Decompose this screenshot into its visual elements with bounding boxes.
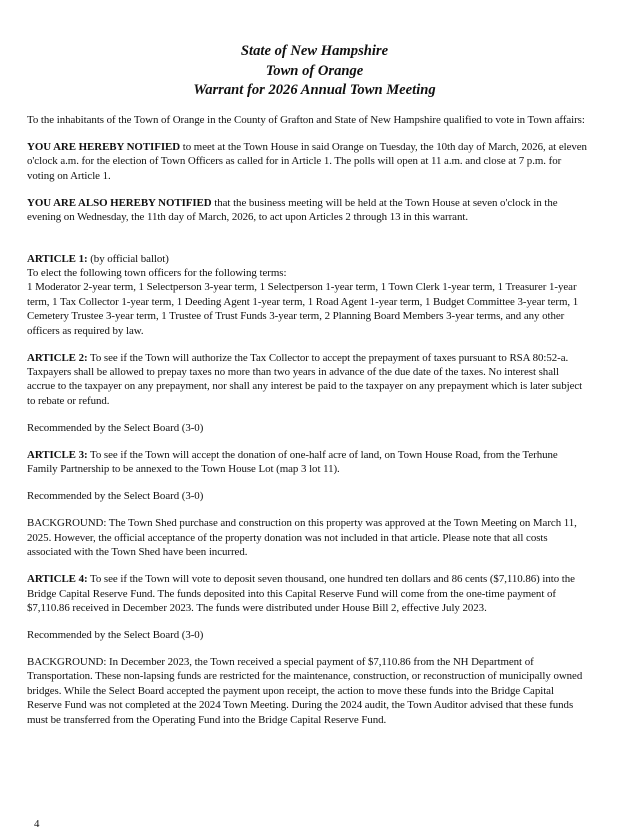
article-3-label: ARTICLE 3: [27,448,88,461]
title-state: State of New Hampshire [240,43,389,59]
intro-paragraph: To the inhabitants of the Town of Orange in the County of Grafton and State of New Hampshire qualified to vote in Town affairs: [27,114,585,126]
title-town: Town of Orange [265,62,364,79]
article-2-text: To see if the Town will authorize the Tax Collector to accept the prepayment of taxes pursuant to RSA 80:52-a. Taxpayers shall be allowed to prepay taxes no more than two years in advance of the due date of the taxes. No interest shall accrue to the taxpayer on any prepayment, nor shall any interest be paid to the taxpayer on any prepayment which is later subject to rebate or refund. [27,351,583,407]
article-1-label: ARTICLE 1: [27,252,88,265]
notice-meeting-paragraph [27,196,587,225]
warrant-title [0,42,629,101]
article-2-recommendation: Recommended by the Select Board (3-0) [27,421,204,434]
notice-election-heading: YOU ARE HEREBY NOTIFIED [27,141,181,153]
notice-election-paragraph [27,140,587,183]
article-3-recommendation: Recommended by the Select Board (3-0) [27,490,204,503]
article-2-paragraph [27,351,587,409]
article-4-background: BACKGROUND: In December 2023, the Town received a special payment of $7,110.86 from the NH Department of Transportation. These non-lapsing funds are restricted for the maintenance, construction, or reconstruction of municipally owned bridges. While the Select Board accepted the payment upon receipt, the action to move these funds into the Bridge Capital Reserve Fund was not completed at the 2024 Town Meeting. During the 2024 audit, the Town Auditor advised that these funds must be transferred from the Operating Fund into the Bridge Capital Reserve Fund. [27,655,583,726]
warrant-body [27,113,587,740]
article-3-background: BACKGROUND: The Town Shed purchase and construction on this property was approved at the Town Meeting on March 11, 2025. However, the official acceptance of the property donation was not included in that article. Please note that all costs associated with the Town Shed have been incurred. [27,517,577,559]
article-1-intro: To elect the following town officers for the following terms: [27,267,287,280]
notice-election-text: to meet at the Town House in said Orange on Tuesday, the 10th day of March, 2026, at eleven o'clock a.m. for the election of Town Officers as called for in Article 1. The polls will open at 11 a.m. and close at 7 p.m. for voting on Article 1. [27,141,587,182]
article-3-text: To see if the Town will accept the donation of one-half acre of land, on Town House Road, from the Terhune Family Partnership to be annexed to the Town House Lot (map 3 lot 11). [27,448,558,476]
article-3-paragraph [27,448,587,477]
article-4-recommendation: Recommended by the Select Board (3-0) [27,628,204,641]
notice-meeting-heading: YOU ARE ALSO HEREBY NOTIFIED [27,196,212,209]
article-1-offices: 1 Moderator 2-year term, 1 Selectperson 3-year term, 1 Selectperson 1-year term, 1 Town Clerk 1-year term, 1 Treasurer 1-year term, 1 Tax Collector 1-year term, 1 Deeding Agent 1-year term, 1 Road Agent 1-year term, 1 Budget Committee 3-year term, 1 Cemetery Trustee 3-year term, 1 Trustee of Trust Funds 3-year term, 2 Planning Board Members 3-year terms, and any other officers as required by law. [27,281,579,337]
article-2-label: ARTICLE 2: [27,351,88,364]
title-warrant: Warrant for 2026 Annual Town Meeting [193,82,436,98]
article-4-paragraph [27,572,587,615]
article-1-note: (by official ballot) [87,252,169,265]
article-1-heading [27,252,587,266]
page-number: 4 [34,818,40,830]
article-4-label: ARTICLE 4: [27,573,88,586]
article-4-text: To see if the Town will vote to deposit seven thousand, one hundred ten dollars and 86 cents ($7,110.86) into the Bridge Capital Reserve Fund. The funds deposited into this Capital Reserve Fund will come from the one-time payment of $7,110.86 received in December 2023. The funds were distributed under House Bill 2, effective July 2023. [27,573,575,614]
notice-meeting-text: that the business meeting will be held at the Town House at seven o'clock in the evening on Wednesday, the 11th day of March, 2026, to act upon Articles 2 through 13 in this warrant. [27,196,558,224]
